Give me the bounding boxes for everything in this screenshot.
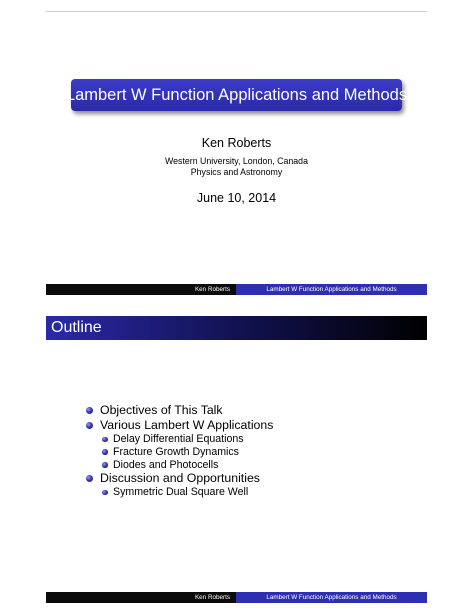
sphere-bullet-icon [102,490,108,496]
outline-subitem [102,459,273,472]
outline-subitem [102,446,273,459]
outline-item-label: Various Lambert W Applications [100,418,274,432]
title-slide [46,11,427,296]
footer-title: Lambert W Function Applications and Methods [236,284,427,295]
sphere-bullet-icon [86,407,93,414]
sphere-bullet-icon [86,422,93,429]
page-top-rule [46,11,427,12]
outline-item [86,418,273,471]
presentation-date: June 10, 2014 [196,191,277,205]
outline-item-label: Discussion and Opportunities [100,471,260,486]
outline-slide [46,316,427,604]
slide-footer [46,284,427,295]
sphere-bullet-icon [86,475,93,482]
outline-sublist [100,486,273,499]
outline-subitem-label: Fracture Growth Dynamics [113,445,239,458]
frame-title: Outline [46,316,427,340]
outline-item [86,471,273,499]
outline-sublist [100,433,273,471]
footer-title: Lambert W Function Applications and Methods [236,592,427,603]
sphere-bullet-icon [102,437,108,443]
affiliation-institution: Western University, London, Canada [165,156,308,166]
outline-subitem [102,433,273,446]
outline-item-label: Objectives of This Talk [100,403,223,417]
outline-subitem-label: Symmetric Dual Square Well [113,486,249,499]
outline-subitem-label: Delay Differential Equations [113,433,244,445]
outline-list [86,403,273,499]
outline-subitem [102,486,273,499]
author-name: Ken Roberts [201,136,272,150]
footer-author: Ken Roberts [46,592,236,603]
presentation-title: Lambert W Function Applications and Methods [71,79,402,111]
footer-author: Ken Roberts [46,284,236,295]
sphere-bullet-icon [102,462,108,468]
affiliation-department: Physics and Astronomy [190,167,283,177]
affiliation [46,156,427,178]
outline-item [86,403,273,418]
sphere-bullet-icon [102,449,108,455]
slide-footer [46,592,427,603]
outline-subitem-label: Diodes and Photocells [113,458,219,471]
